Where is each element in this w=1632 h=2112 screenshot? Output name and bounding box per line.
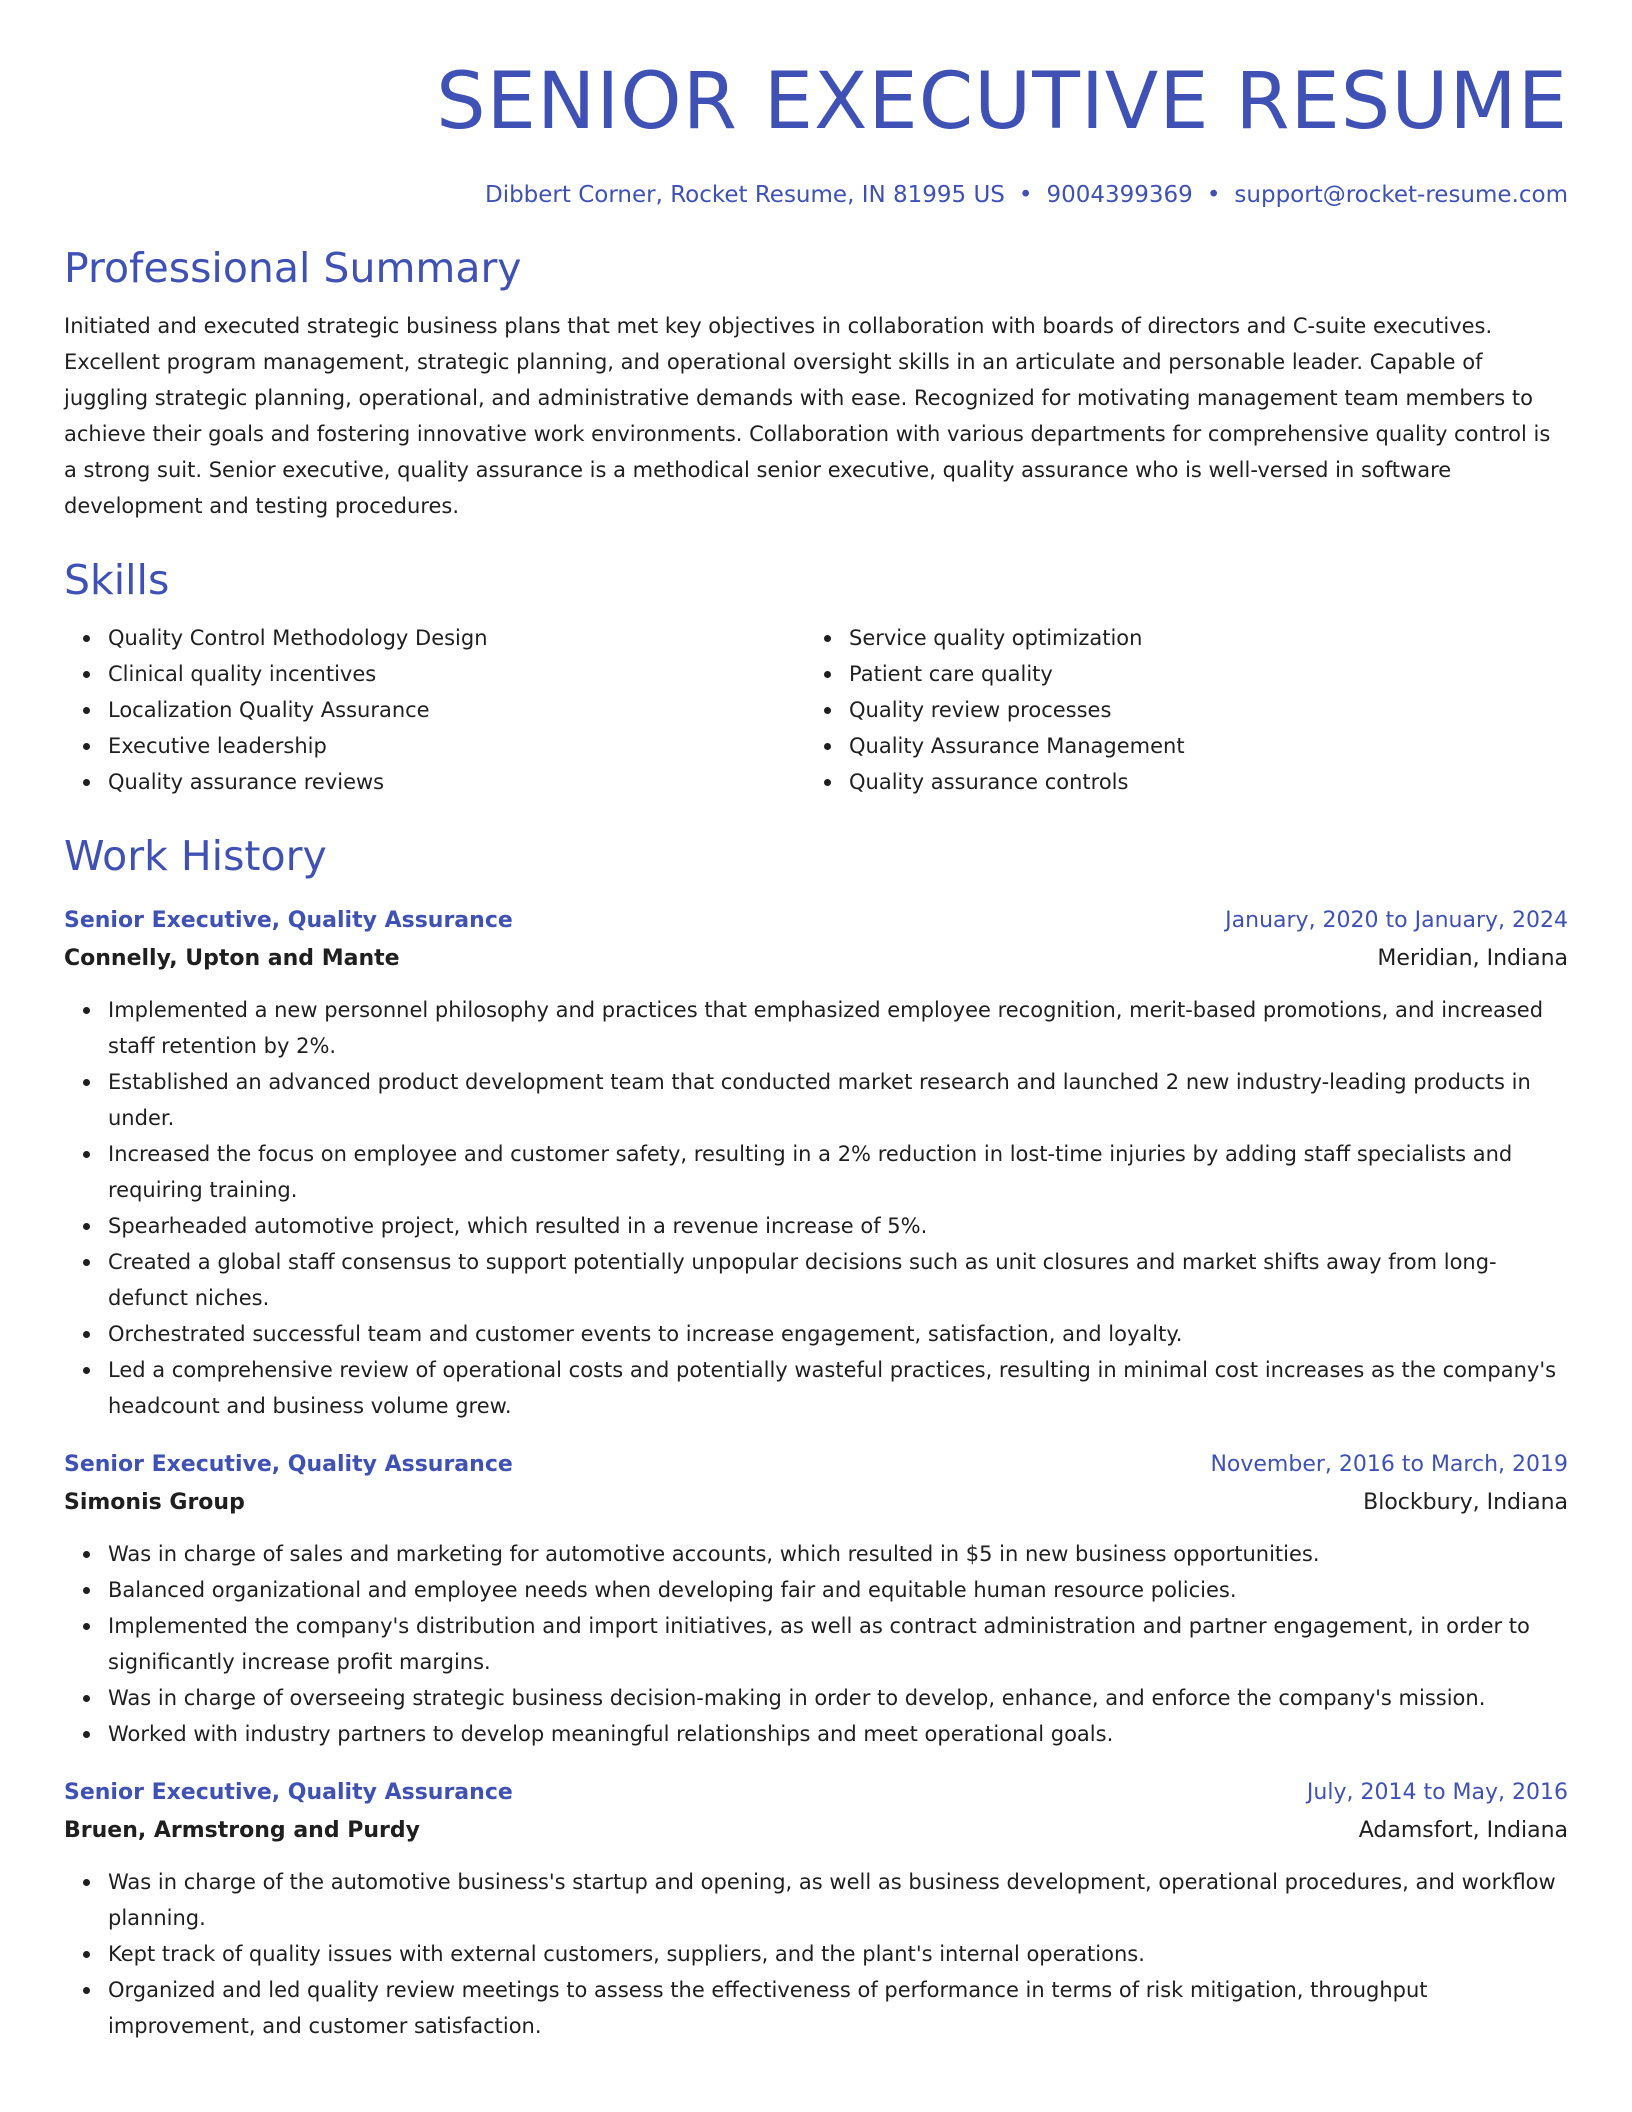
job-title: Senior Executive, Quality Assurance [64,908,513,933]
skills-list-left [64,620,805,800]
job-bullet: Led a comprehensive review of operational costs and potentially wasteful practices, resulting in minimal cost increases as the company's headcount and business volume grew. [108,1352,1568,1424]
contact-email: support@rocket-resume.com [1234,182,1568,208]
skill-item: Executive leadership [108,728,805,764]
contact-separator: • [1018,182,1033,208]
job-bullet: Was in charge of overseeing strategic business decision-making in order to develop, enhance, and enforce the company's mission. [108,1680,1568,1716]
contact-line [64,178,1568,212]
skill-item: Quality Assurance Management [849,728,1546,764]
summary-heading: Professional Summary [64,244,522,292]
job-title: Senior Executive, Quality Assurance [64,1780,513,1805]
skill-item: Quality assurance reviews [108,764,805,800]
job-header [64,902,1568,940]
job-bullet: Balanced organizational and employee needs when developing fair and equitable human resource policies. [108,1572,1568,1608]
skill-item: Quality review processes [849,692,1546,728]
skill-item: Patient care quality [849,656,1546,692]
contact-phone: 9004399369 [1046,182,1193,208]
skills-list-right [805,620,1546,800]
job-subheader [64,1484,1568,1522]
job-bullets [64,1864,1568,2044]
job-header [64,1774,1568,1812]
contact-separator: • [1206,182,1221,208]
job-bullet: Kept track of quality issues with external customers, suppliers, and the plant's internal operations. [108,1936,1568,1972]
company-name: Simonis Group [64,1490,245,1515]
contact-address: Dibbert Corner, Rocket Resume, IN 81995 US [484,182,1005,208]
job-bullet: Created a global staff consensus to support potentially unpopular decisions such as unit closures and market shifts away from long-defunct niches. [108,1244,1568,1316]
skill-item: Localization Quality Assurance [108,692,805,728]
job-header [64,1446,1568,1484]
job-dates: July, 2014 to May, 2016 [1306,1780,1568,1805]
company-name: Connelly, Upton and Mante [64,946,400,971]
job-bullet: Worked with industry partners to develop meaningful relationships and meet operational goals. [108,1716,1568,1752]
job-location: Blockbury, Indiana [1363,1490,1568,1515]
job-dates: January, 2020 to January, 2024 [1225,908,1568,933]
job-bullet: Was in charge of the automotive business's startup and opening, as well as business development, operational procedures, and workflow planning. [108,1864,1568,1936]
summary-text: Initiated and executed strategic business plans that met key objectives in collaboration with boards of directors and C-suite executives. Excellent program management, strategic planning, and operational oversight skills in an articulate and personable leader. Capable of juggling strategic planning, operational, and administrative demands with ease. Recognized for motivating management team members to achieve their goals and fostering innovative work environments. Collaboration with various departments for comprehensive quality control is a strong suit. Senior executive, quality assurance is a methodical senior executive, quality assurance who is well-versed in software development and testing procedures. [64,314,1551,518]
job-subheader [64,1812,1568,1850]
job-bullet: Orchestrated successful team and customer events to increase engagement, satisfaction, and loyalty. [108,1316,1568,1352]
skills-heading: Skills [64,556,170,604]
job-subheader [64,940,1568,978]
resume-title: SENIOR EXECUTIVE RESUME [436,57,1568,147]
job-location: Meridian, Indiana [1377,946,1568,971]
job-bullet: Increased the focus on employee and customer safety, resulting in a 2% reduction in lost-time injuries by adding staff specialists and requiring training. [108,1136,1568,1208]
work-history-heading: Work History [64,832,327,880]
job-bullets [64,1536,1568,1752]
job-title: Senior Executive, Quality Assurance [64,1452,513,1477]
job-bullet: Established an advanced product development team that conducted market research and launched 2 new industry-leading products in under. [108,1064,1568,1136]
job-bullet: Implemented a new personnel philosophy and practices that emphasized employee recognition, merit-based promotions, and increased staff retention by 2%. [108,992,1568,1064]
job-entry [64,1774,1568,2044]
job-bullet: Spearheaded automotive project, which resulted in a revenue increase of 5%. [108,1208,1568,1244]
company-name: Bruen, Armstrong and Purdy [64,1818,420,1843]
job-bullet: Was in charge of sales and marketing for automotive accounts, which resulted in $5 in new business opportunities. [108,1536,1568,1572]
job-entry [64,902,1568,1424]
skills-grid [64,620,1568,800]
job-bullet: Organized and led quality review meetings to assess the effectiveness of performance in terms of risk mitigation, throughput improvement, and customer satisfaction. [108,1972,1568,2044]
job-bullets [64,992,1568,1424]
job-location: Adamsfort, Indiana [1358,1818,1568,1843]
skill-item: Quality assurance controls [849,764,1546,800]
job-bullet: Implemented the company's distribution and import initiatives, as well as contract administration and partner engagement, in order to significantly increase profit margins. [108,1608,1568,1680]
skill-item: Quality Control Methodology Design [108,620,805,656]
skill-item: Service quality optimization [849,620,1546,656]
skill-item: Clinical quality incentives [108,656,805,692]
job-entry [64,1446,1568,1752]
job-dates: November, 2016 to March, 2019 [1210,1452,1568,1477]
